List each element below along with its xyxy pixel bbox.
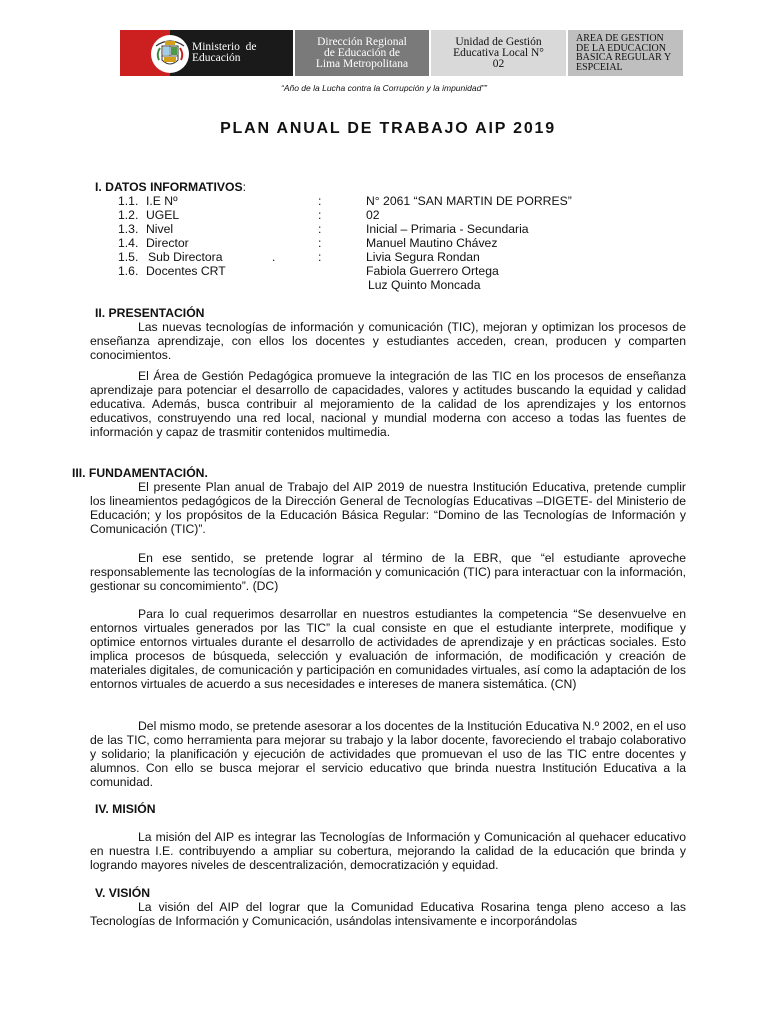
- datos-item-value: N° 2061 “SAN MARTIN DE PORRES”: [366, 194, 572, 208]
- datos-item-sep: :: [318, 236, 322, 250]
- datos-item-num: 1.6.: [118, 264, 139, 278]
- datos-item-num: 1.5.: [118, 250, 139, 264]
- letterhead: [120, 30, 683, 76]
- datos-item-label: Nivel: [146, 222, 174, 236]
- vision-paragraph: [90, 900, 686, 928]
- datos-item-value: 02: [366, 208, 380, 222]
- datos-heading: [95, 180, 246, 194]
- mision-paragraph: [90, 830, 686, 872]
- ugel-line-2: Educativa Local N°: [453, 46, 544, 59]
- direccion-line-2: de Educación de: [323, 46, 400, 59]
- datos-item-label: Docentes CRT: [146, 264, 226, 278]
- direccion-line-1: Dirección Regional: [317, 35, 407, 48]
- datos-heading-text: I. DATOS INFORMATIVOS: [95, 180, 243, 194]
- datos-item-value: Inicial – Primaria - Secundaria: [366, 222, 529, 236]
- datos-item-label: I.E Nº: [146, 194, 178, 208]
- mision-heading: IV. MISIÓN: [95, 802, 156, 816]
- datos-item-sep: :: [318, 194, 322, 208]
- area-line-3: BASICA REGULAR Y: [576, 52, 672, 63]
- area-line-2: DE LA EDUCACION: [576, 42, 666, 54]
- presentacion-paragraph-2: [90, 369, 686, 439]
- datos-item-num: 1.2.: [118, 208, 139, 222]
- fundamentacion-paragraph-3: [90, 607, 686, 691]
- year-motto: “Año de la Lucha contra la Corrupción y la impunidad””: [280, 83, 487, 93]
- direccion-line-3: Lima Metropolitana: [315, 57, 409, 70]
- presentacion-paragraph-1: [90, 320, 686, 362]
- datos-item-value: Fabiola Guerrero Ortega: [366, 264, 499, 278]
- datos-item-num: 1.4.: [118, 236, 139, 250]
- datos-item-sep: :: [318, 208, 322, 222]
- fundamentacion-paragraph-2: [90, 551, 686, 593]
- presentacion-p2-text: El Área de Gestión Pedagógica promueve la integración de las TIC en los procesos de enseñanza aprendizaje para potenciar el desarrollo de capacidades, valores y actitudes buscando la equidad y calidad educativa. Además, busca contribuir al mejoramiento de la calidad de los aprendizajes y los entornos educativos, construyendo una red local, nacional y mundial moderna con acceso a todas las fuentes de información y capaz de trasmitir contenidos multimedia.: [90, 369, 686, 439]
- datos-item-dot: .: [272, 250, 276, 264]
- mision-p1-text: La misión del AIP es integrar las Tecnologías de Información y Comunicación al quehacer educativo en nuestra I.E. contribuyendo a ampliar su cobertura, mejorando la calidad de la educación que brinda y logrando mayores niveles de descentralización, democratización y equidad.: [90, 830, 686, 872]
- datos-item-label: Director: [146, 236, 189, 250]
- fundamentacion-p4-text: Del mismo modo, se pretende asesorar a los docentes de la Institución Educativa N.º 2002, en el uso de las TIC, como herramienta para mejorar su trabajo y la labor docente, favoreciendo el trabajo colaborativo y solidario; la planificación y ejecución de actividades que promuevan el uso de las TIC entre docentes y alumnos. Con ello se busca mejorar el servicio educativo que brinda nuestra Institución Educativa a la comunidad.: [90, 719, 686, 789]
- area-line-4: ESPCEIAL: [576, 61, 623, 73]
- datos-item-num: 1.1.: [118, 194, 139, 208]
- presentacion-p1-text: Las nuevas tecnologías de información y comunicación (TIC), mejoran y optimizan los procesos de enseñanza aprendizaje, con ellos los docentes y estudiantes acceden, crean, producen y comparten conocimientos.: [90, 320, 686, 362]
- datos-item-label: UGEL: [146, 208, 180, 222]
- ugel-line-3: 02: [492, 57, 505, 70]
- datos-item-value: Manuel Mautino Chávez: [366, 236, 498, 250]
- vision-heading: V. VISIÓN: [95, 886, 151, 900]
- area-line-1: AREA DE GESTION: [576, 33, 664, 44]
- ministry-line-1b: de: [245, 41, 257, 53]
- peru-coat-of-arms-icon: [150, 34, 190, 74]
- fundamentacion-heading: III. FUNDAMENTACIÓN.: [72, 466, 208, 480]
- area-gestion-block: [568, 30, 683, 76]
- datos-item-label: Sub Directora: [148, 250, 223, 264]
- datos-item-num: 1.3.: [118, 222, 139, 236]
- fundamentacion-p3-text: Para lo cual requerimos desarrollar en nuestros estudiantes la competencia “Se desenvuelve en entornos virtuales generados por las TIC” la cual consiste en que el estudiante interprete, modifique y optimice entornos virtuales durante el desarrollo de actividades de aprendizaje y en prácticas sociales. Esto implica procesos de búsqueda, selección y evaluación de información, de modificación y creación de materiales digitales, de comunicación y participación en comunidades virtuales, así como la adaptación de los entornos virtuales de acuerdo a sus necesidades e intereses de manera sistemática. (CN): [90, 607, 686, 691]
- ugel-line-1: Unidad de Gestión: [455, 35, 542, 48]
- datos-item-sep: :: [318, 250, 322, 264]
- fundamentacion-p1-text: El presente Plan anual de Trabajo del AIP 2019 de nuestra Institución Educativa, pretende cumplir los lineamientos pedagógicos de la Dirección General de Tecnologías Educativas –DIGETE- del Ministerio de Educación; y los propósitos de la Educación Básica Regular: “Domino de las Tecnologías de Información y Comunicación (TIC)”.: [90, 480, 686, 536]
- ministry-line-2: Educación: [192, 52, 241, 64]
- fundamentacion-p2-text: En ese sentido, se pretende lograr al término de la EBR, que “el estudiante aproveche responsablemente las tecnologías de la información y comunicación (TIC) para interactuar con la información, gestionar su concomimiento”. (DC): [90, 551, 686, 593]
- document-title: PLAN ANUAL DE TRABAJO AIP 2019: [220, 120, 556, 137]
- presentacion-heading: II. PRESENTACIÓN: [95, 306, 205, 320]
- vision-p1-text: La visión del AIP del lograr que la Comunidad Educativa Rosarina tenga pleno acceso a las Tecnologías de Información y Comunicación, usándolas intensivamente e incorporándolas: [90, 900, 686, 928]
- fundamentacion-paragraph-4: [90, 719, 686, 789]
- ministry-line-1: Ministerio: [192, 41, 240, 53]
- ministry-name: [192, 42, 257, 64]
- datos-item-value: Livia Segura Rondan: [366, 250, 480, 264]
- ugel-block: [431, 30, 566, 76]
- direccion-regional-block: [295, 30, 429, 76]
- fundamentacion-paragraph-1: [90, 480, 686, 536]
- datos-heading-colon: :: [242, 180, 246, 194]
- datos-extra-value: Luz Quinto Moncada: [368, 278, 481, 292]
- datos-item-sep: :: [318, 222, 322, 236]
